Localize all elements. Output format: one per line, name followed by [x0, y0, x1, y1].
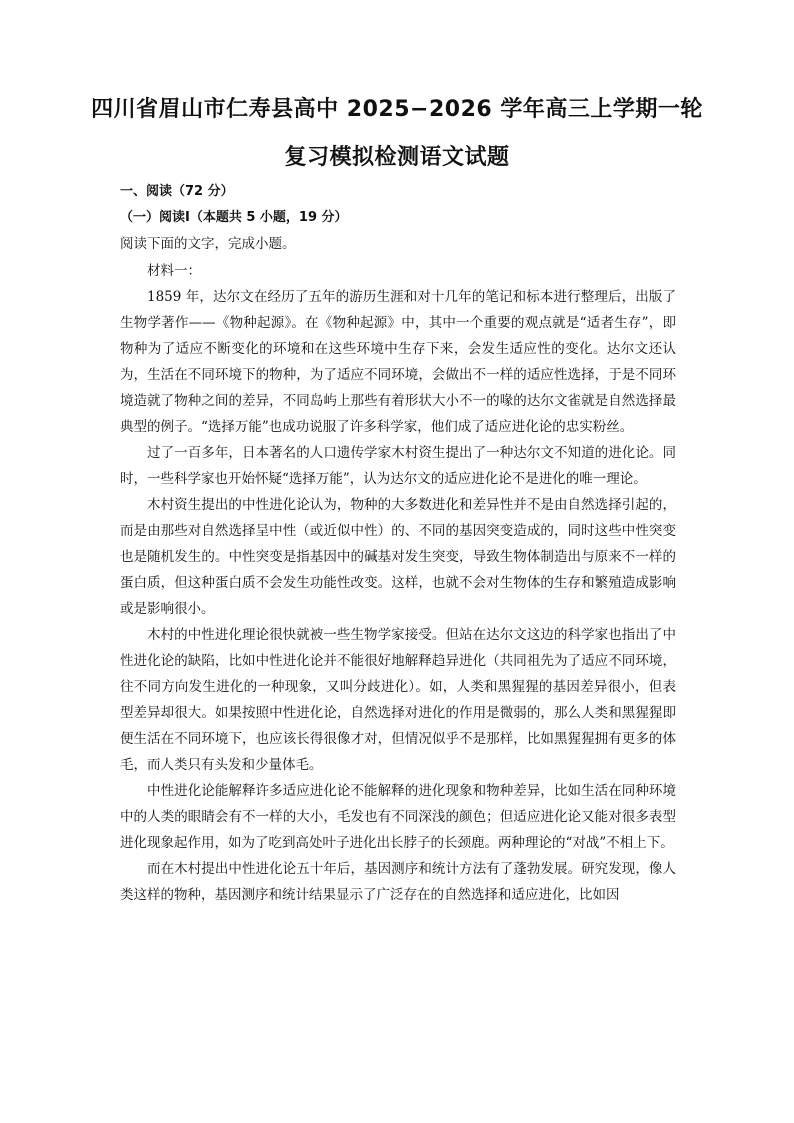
paragraph: 木村的中性进化理论很快就被一些生物学家接受。但站在达尔文这边的科学家也指出了中性进化论的缺陷，比如中性进化论并不能很好地解释趋异进化（共同祖先为了适应不同环境，往不同方向发生进化的一种现象，又叫分歧进化）。如，人类和黑猩猩的基因差异很小，但表型差异却很大。如果按照中性进化论，自然选择对进化的作用是微弱的，那么人类和黑猩猩即便生活在不同环境下，也应该长得很像才对，但情况似乎不是那样，比如黑猩猩拥有更多的体毛，而人类只有头发和少量体毛。	[120, 627, 676, 773]
paragraph: 1859 年，达尔文在经历了五年的游历生涯和对十几年的笔记和标本进行整理后，出版了生物学著作——《物种起源》。在《物种起源》中，其中一个重要的观点就是“适者生存”，即物种为了适应不断变化的环境和在这些环境中生存下来，会发生适应性的变化。达尔文还认为，生活在不同环境下的物种，为了适应不同环境，会做出不一样的适应性选择，于是不同环境造就了物种之间的差异，不同岛屿上那些有着形状大小不一的喙的达尔文雀就是自然选择最典型的例子。“选择万能”也成功说服了许多科学家，他们成了适应进化论的忠实粉丝。	[120, 289, 676, 435]
subsection-heading: （一）阅读Ⅰ（本题共 5 小题，19 分）	[120, 210, 348, 225]
paragraph-material-label: 材料一：	[147, 263, 201, 279]
section-heading: 一、阅读（72 分）	[120, 184, 234, 199]
paragraph: 中性进化论能解释许多适应进化论不能解释的进化现象和物种差异，比如生活在同种环境中的人类的眼睛会有不一样的大小，毛发也有不同深浅的颜色；但适应进化论又能对很多表型进化现象起作用，如为了吃到高处叶子进化出长脖子的长颈鹿。两种理论的“对战”不相上下。	[120, 783, 676, 851]
paragraph: 木村资生提出的中性进化论认为，物种的大多数进化和差异性并不是由自然选择引起的，而是由那些对自然选择呈中性（或近似中性）的、不同的基因突变造成的，同时这些中性突变也是随机发生的。中性突变是指基因中的碱基对发生突变，导致生物体制造出与原来不一样的蛋白质，但这种蛋白质不会发生功能性改变。这样，也就不会对生物体的生存和繁殖造成影响或是影响很小。	[120, 497, 676, 617]
reading-instruction: 阅读下面的文字，完成小题。	[120, 236, 296, 252]
paragraph: 而在木村提出中性进化论五十年后，基因测序和统计方法有了蓬勃发展。研究发现，像人类这样的物种，基因测序和统计结果显示了广泛存在的自然选择和适应进化，比如因	[120, 861, 676, 903]
paragraph: 过了一百多年，日本著名的人口遗传学家木村资生提出了一种达尔文不知道的进化论。同时，一些科学家也开始怀疑“选择万能”，认为达尔文的适应进化论不是进化的唯一理论。	[120, 445, 676, 487]
document-title-line-1: 四川省眉山市仁寿县高中 2025−2026 学年高三上学期一轮	[91, 97, 703, 122]
document-title-line-2: 复习模拟检测语文试题	[284, 145, 510, 170]
passage-body	[120, 258, 676, 908]
